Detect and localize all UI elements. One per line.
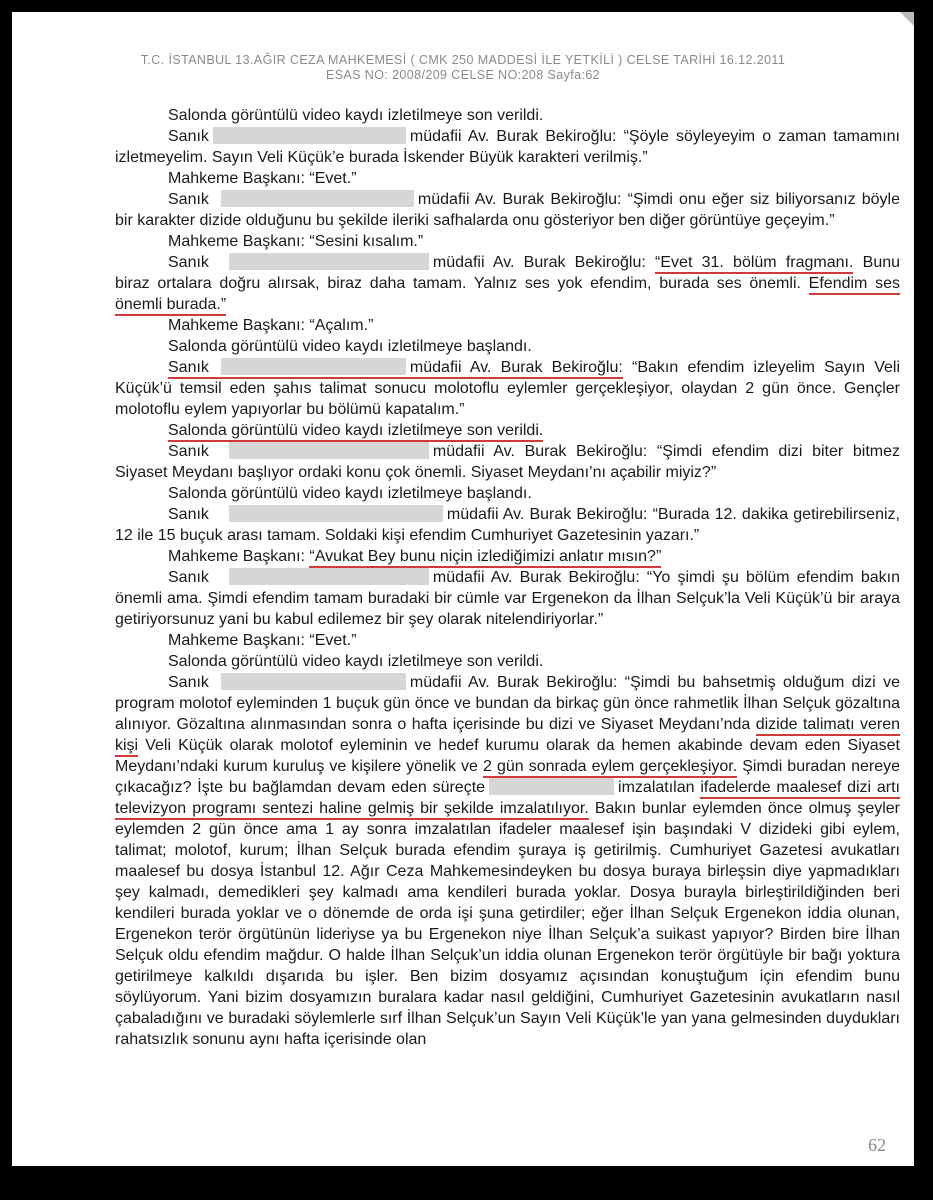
paragraph: Salonda görüntülü video kaydı izletilmeye başlandı. [168,338,532,355]
redaction-box [221,358,406,375]
highlighted-phrase: Salonda görüntülü video kaydı izletilmeye son verildi. [168,422,543,442]
paragraph: Sanık müdafii Av. Burak Bekiroğlu: “Şimdi bu bahsetmiş olduğum dizi ve program molotof eyleminden 1 buçuk gün önce ve bundan da birkaç gün önce rahmetlik İlhan Selçuk gözaltına alınıyor. Gözaltına alınmasından sonra o hafta içerisinde bu dizi ve Siyaset Meydanı’nda dizide talimatı veren kişi Veli Küçük olarak molotof eyleminin ve hedef kurumu olarak da hemen akabinde devam eden Siyaset Meydanı’ndaki kurum kuruluş ve kişilere yönelik ve 2 gün sonrada eylem gerçekleşiyor. Şimdi buradan nereye çıkacağız? İşte bu bağlamdan devam eden süreçte imzalatılan ifadelerde maalesef dizi artı televizyon programı sentezi haline gelmiş bir şekilde imzalatılıyor. Bakın bunlar eylemden önce olmuş şeyler eylemden 2 gün önce ama 1 ay sonra imzalatılan ifadeler maalesef işin başındaki V dizideki gibi eylem, talimat; molotof, kurum; İlhan Selçuk burada efendim şuraya iş getirilmiş. Cumhuriyet Gazetesi avukatları maalesef bu dosya İstanbul 12. Ağır Ceza Mahkemesindeyken bu dosya buraya birleşsin diye yapmadıkları şey kalmadı, demedikleri şey kalmadı ama kendileri burada yoklar. Dosya burayla birleştirildiğinden beri kendileri burada yoklar ve o dönemde de orda işi şuna getirdiler; eğer İlhan Selçuk Ergenekon iddia olunan, Ergenekon terör örgütünün lideriyse ya bu Ergenekon niye İlhan Selçuk’a suikast yapıyor? Birden bire İlhan Selçuk oldu efendim mağdur. O halde İlhan Selçuk’un iddia olunan Ergenekon terör örgütüyle bir bağı yoktura getirilmeye kalkıldı dışarıda bu işler. Ben bizim dosyamız açısından konuştuğum için efendim bunu söylüyorum. Yani bizim dosyamızın buralara kadar nasıl geldiğini, Cumhuriyet Gazetesinin avukatların nasıl çabaladığını ve buradaki söylemlerle sırf İlhan Selçuk’un Sayın Veli Küçük’le yan yana gelmesinden duydukları rahatsızlık sonunu aynı hafta içerisinde olan [115,674,901,1048]
paragraph: Mahkeme Başkanı: “Avukat Bey bunu niçin izlediğimizi anlatır mısın?” [115,546,900,567]
highlighted-phrase: dizide talimatı veren kişi [115,716,900,757]
redaction-box [229,442,429,459]
paragraph: Mahkeme Başkanı: “Evet.” [168,632,357,649]
page-corner-fold [900,12,914,26]
highlighted-phrase: Sanık müdafii Av. Burak Bekiroğlu: [168,359,623,379]
paragraph: Sanık müdafii Av. Burak Bekiroğlu: “Burada 12. dakika getirebilirseniz, 12 ile 15 buçuk arası tamam. Soldaki kişi efendim Cumhuriyet Gazetesinin yazarı.” [115,506,900,544]
paragraph: Sanık müdafii Av. Burak Bekiroğlu: “Evet 31. bölüm fragmanı. Bunu biraz ortalara doğru alırsak, biraz daha tamam. Yalnız ses yok efendim, burada ses önemli. Efendim ses önemli burada.” [115,252,900,315]
redaction-box [221,673,406,690]
header-line-1: T.C. İSTANBUL 13.AĞIR CEZA MAHKEMESİ ( CMK 250 MADDESİ İLE YETKİLİ ) CELSE TARİHİ 16.12.2011 [140,53,786,67]
highlighted-phrase: Efendim ses önemli burada.” [115,275,900,316]
paragraph: Sanık müdafii Av. Burak Bekiroğlu: “Yo şimdi şu bölüm efendim bakın önemli ama. Şimdi efendim tamam buradaki bir cümle var Ergenekon da İlhan Selçuk’la Veli Küçük’ü bir araya getiriyorsunuz yani bu kabul edilemez bir şey olarak nitelendiriyorlar.” [115,569,900,628]
paragraph: Mahkeme Başkanı: “Evet.” [168,170,357,187]
paragraph: Sanık müdafii Av. Burak Bekiroğlu: “Şimdi onu eğer siz biliyorsanız böyle bir karakter dizide olduğunu bu şekilde ileriki safhalarda onu gösteriyor ben diğer görüntüye geçeyim.” [115,191,900,229]
document-page [12,12,914,1166]
redaction-box [213,127,406,144]
redaction-box [229,568,429,585]
redaction-box [489,778,614,795]
paragraph: Salonda görüntülü video kaydı izletilmeye başlandı. [168,485,532,502]
paragraph: Mahkeme Başkanı: “Sesini kısalım.” [168,233,424,250]
highlighted-phrase: “Evet 31. bölüm fragmanı. [655,254,853,274]
paragraph: Salonda görüntülü video kaydı izletilmeye son verildi. [168,653,544,670]
highlighted-phrase: 2 gün sonrada eylem gerçekleşiyor. [483,758,737,778]
highlighted-phrase: “Avukat Bey bunu niçin izlediğimizi anlatır mısın?” [309,548,661,568]
paragraph [115,420,900,441]
paragraph: Sanık müdafii Av. Burak Bekiroğlu: “Şöyle söyleyeyim o zaman tamamını izletmeyelim. Sayın Veli Küçük’e burada İskender Büyük karakteri verilmiş.” [115,128,900,166]
transcript-body [115,105,900,1050]
header-line-2: ESAS NO: 2008/209 CELSE NO:208 Sayfa:62 [325,68,601,82]
redaction-box [229,253,429,270]
paragraph: Sanık müdafii Av. Burak Bekiroğlu: “Şimdi efendim dizi biter bitmez Siyaset Meydanı başlıyor ordaki konu çok önemli. Siyaset Meydanı’nı açabilir miyiz?” [115,443,901,481]
paragraph: Mahkeme Başkanı: “Açalım.” [168,317,374,334]
redaction-box [229,505,443,522]
redaction-box [221,190,414,207]
highlighted-phrase: ifadelerde maalesef dizi artı televizyon programı sentezi haline gelmiş bir şekilde imzalatılıyor. [115,779,900,820]
page-number: 62 [868,1135,886,1155]
paragraph: Sanık müdafii Av. Burak Bekiroğlu: “Bakın efendim izleyelim Sayın Veli Küçük’ü temsil eden şahıs talimat sonucu molotoflu eylemler gerçekleşiyor, olaydan 2 gün önce. Gençler molotoflu eylem yapıyorlar bu bölümü kapatalım.” [115,359,900,418]
paragraph: Salonda görüntülü video kaydı izletilmeye son verildi. [168,107,544,124]
